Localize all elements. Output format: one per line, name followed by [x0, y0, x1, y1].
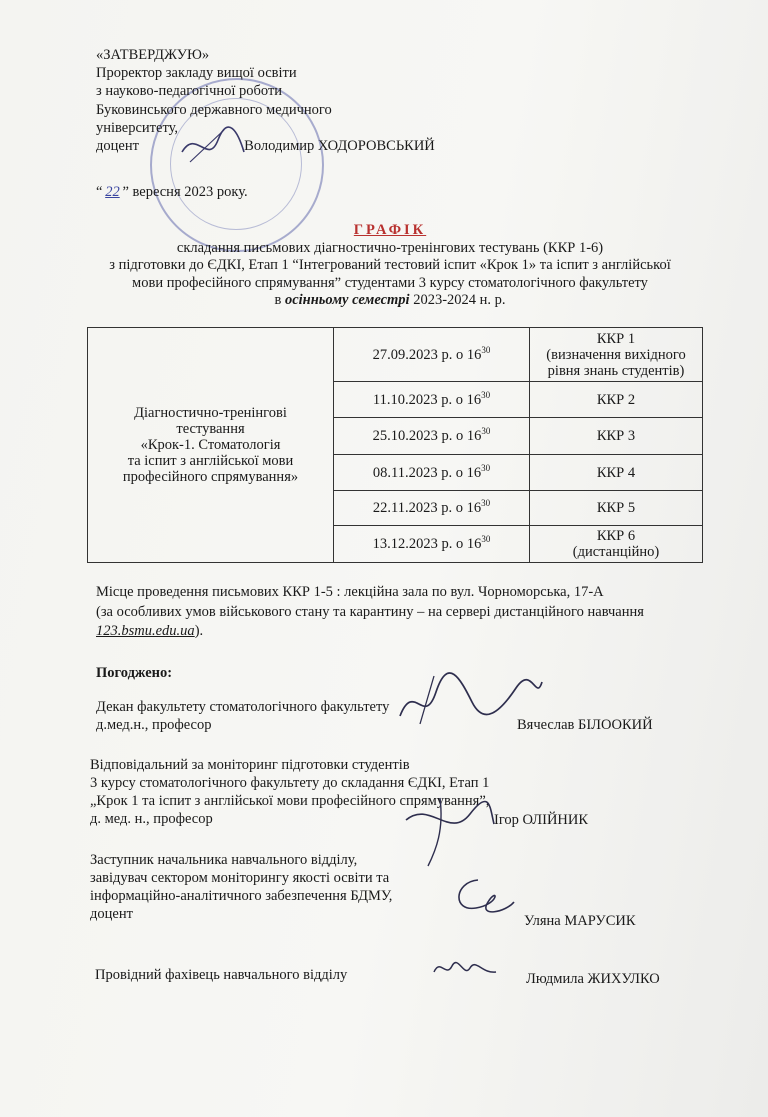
table-kkr-cell: ККР 5 [530, 491, 703, 526]
signatory-dean: Декан факультету стоматологічного факультету д.мед.н., професор [96, 699, 390, 733]
table-kkr-cell: ККР 6 (дистанційно) [530, 526, 703, 563]
agreed-heading: Погоджено: [96, 665, 173, 681]
signatory-deputy: Заступник начальника навчального відділу, завідувач сектором моніторингу якості освіти та інформаційно-аналітичного забезпечення БДМУ, доцент [90, 852, 393, 922]
signature-mark [448, 872, 518, 922]
table-label-cell: Діагностично-тренінгові тестування «Крок-1. Стоматологія та іспит з англійської мови професійного спрямування» [88, 328, 334, 563]
approval-line: Буковинського державного медичного [96, 101, 332, 118]
signature-mark [400, 790, 500, 870]
document-title [70, 222, 710, 310]
table-kkr-cell: ККР 4 [530, 455, 703, 491]
signature-mark [178, 122, 248, 170]
semester-emphasis: осінньому семестрі [284, 292, 410, 308]
table-kkr-cell: ККР 2 [530, 382, 703, 418]
table-date-cell: 11.10.2023 р. о $16^{30}$ [334, 382, 530, 418]
signature-mark [390, 672, 550, 734]
approval-date: “ 22 ” вересня 2023 року. [96, 184, 248, 200]
approval-block [96, 46, 435, 155]
signatory-monitoring: Відповідальний за моніторинг підготовки студентів 3 курсу стоматологічного факультету до складання ЄДКІ, Етап 1 „Крок 1 та іспит з англійської мови професійного спрямування”, д. мед. н., професор [90, 757, 490, 827]
title-line: з підготовки до ЄДКІ, Етап 1 “Інтегрований тестовий іспит «Крок 1» та іспит з англійської [109, 257, 671, 273]
table-kkr-cell: ККР 1 (визначення вихідного рівня знань студентів) [530, 328, 703, 382]
title-line: в осінньому семестрі 2023-2024 н. р. [274, 292, 506, 308]
table-kkr-cell: ККР 3 [530, 418, 703, 455]
table-row [88, 328, 703, 382]
server-link[interactable]: 123.bsmu.edu.ua [96, 623, 195, 639]
approval-signer [96, 137, 435, 155]
signatory-specialist: Провідний фахівець навчального відділу [95, 967, 348, 983]
venue-line: 123.bsmu.edu.ua). [96, 623, 204, 639]
approval-position: доцент [96, 137, 139, 154]
signatory-name: Вячеслав БІЛООКИЙ [517, 717, 653, 733]
table-date-cell: 13.12.2023 р. о $16^{30}$ [334, 526, 530, 563]
venue-text [96, 583, 644, 642]
title-heading: ГРАФІК [353, 222, 427, 238]
approval-heading: «ЗАТВЕРДЖУЮ» [96, 47, 210, 63]
signatory-name: Уляна МАРУСИК [524, 913, 636, 929]
approval-line: з науково-педагогічної роботи [96, 83, 283, 100]
table-date-cell: 27.09.2023 р. о $16^{30}$ [334, 328, 530, 382]
approval-date-day: 22 [105, 184, 120, 200]
signatory-name: Людмила ЖИХУЛКО [526, 971, 660, 987]
table-date-cell: 25.10.2023 р. о $16^{30}$ [334, 418, 530, 455]
approval-name: Володимир ХОДОРОВСЬКИЙ [244, 137, 435, 154]
venue-line: Місце проведення письмових ККР 1-5 : лекційна зала по вул. Чорноморська, 17-А [96, 584, 604, 600]
approval-line: Проректор закладу вищої освіти [96, 65, 297, 82]
schedule-table [87, 327, 703, 563]
approval-line: університету, [96, 119, 179, 136]
title-line: складання письмових діагностично-тренінгових тестувань (ККР 1-6) [176, 239, 604, 256]
venue-line: (за особливих умов військового стану та карантину – на сервері дистанційного навчання [96, 603, 644, 620]
signatory-name: Ігор ОЛІЙНИК [494, 812, 589, 828]
table-date-cell: 08.11.2023 р. о $16^{30}$ [334, 455, 530, 491]
signature-mark [430, 954, 500, 984]
title-line: мови професійного спрямування” студентами 3 курсу стоматологічного факультету [132, 274, 648, 291]
table-date-cell: 22.11.2023 р. о $16^{30}$ [334, 491, 530, 526]
